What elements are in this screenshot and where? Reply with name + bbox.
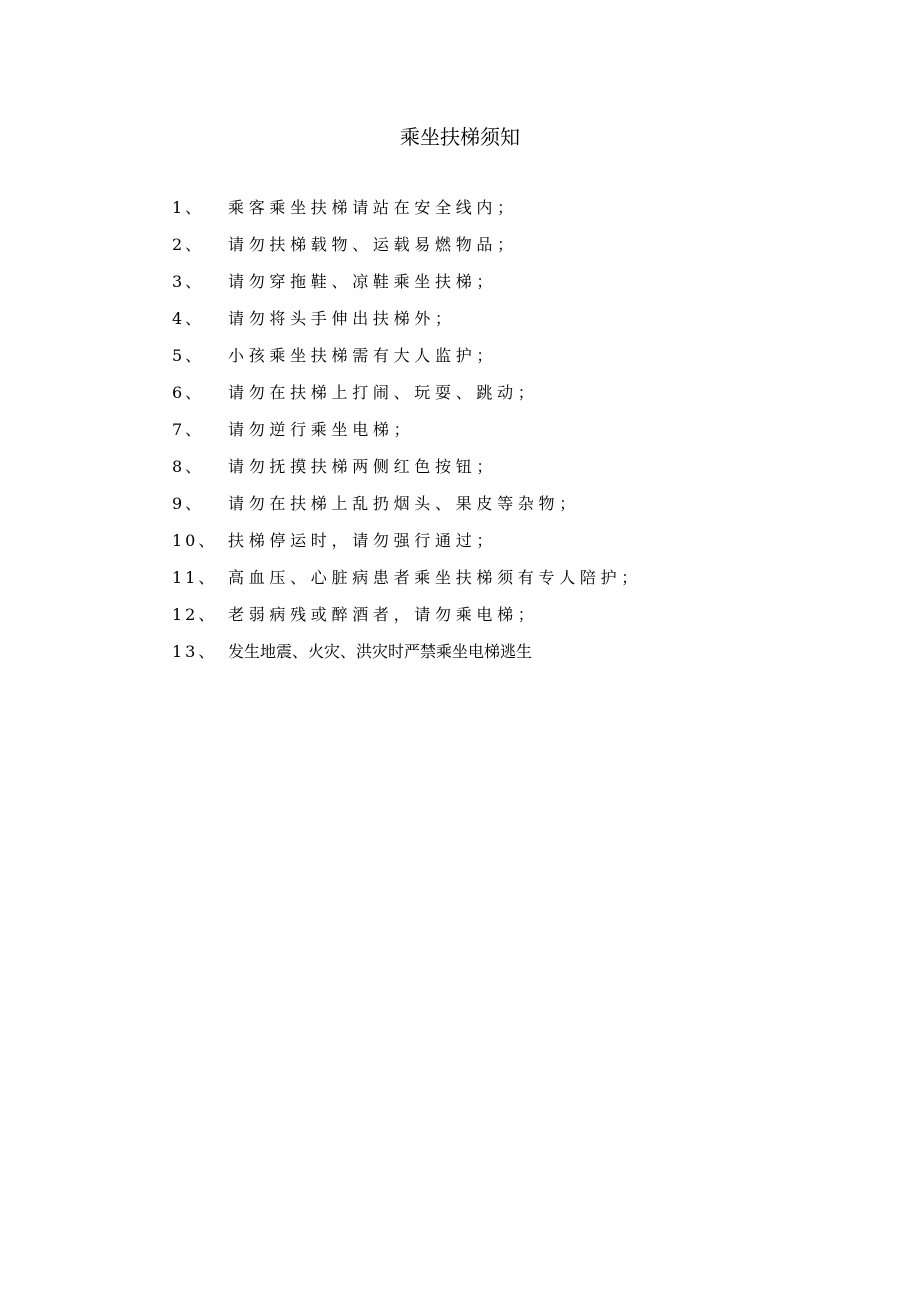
rule-number: 7、 [172,420,205,439]
rule-item [172,453,792,490]
rule-text: 老弱病残或醉酒者，请勿乘电梯； [228,605,539,624]
rule-number: 3、 [172,272,205,291]
rules-list [172,194,792,675]
rule-item [172,268,792,305]
rule-item [172,490,792,527]
rule-text: 高血压、心脏病患者乘坐扶梯须有专人陪护； [228,568,643,587]
rule-item [172,416,792,453]
rule-item [172,342,792,379]
rule-number: 13、 [172,642,218,661]
rule-item [172,601,792,638]
rule-number: 5、 [172,346,205,365]
rule-text: 乘客乘坐扶梯请站在安全线内； [228,198,518,217]
rule-item [172,564,792,601]
rule-item [172,194,792,231]
rule-number: 2、 [172,235,205,254]
rule-text: 请勿穿拖鞋、凉鞋乘坐扶梯； [228,272,498,291]
rule-text: 小孩乘坐扶梯需有大人监护； [228,346,498,365]
rule-text: 请勿在扶梯上打闹、玩耍、跳动； [228,383,539,402]
rule-item [172,305,792,342]
rule-text: 请勿在扶梯上乱扔烟头、果皮等杂物； [228,494,580,513]
rule-number: 4、 [172,309,205,328]
rule-item [172,638,792,675]
rule-number: 9、 [172,494,205,513]
document-title: 乘坐扶梯须知 [400,125,520,149]
rule-item [172,527,792,564]
rule-text: 请勿将头手伸出扶梯外； [228,309,456,328]
rule-text: 发生地震、火灾、洪灾时严禁乘坐电梯逃生 [228,642,533,661]
rule-item [172,231,792,268]
rule-text: 请勿扶梯载物、运载易燃物品； [228,235,518,254]
rule-number: 8、 [172,457,205,476]
rule-number: 6、 [172,383,205,402]
rule-item [172,379,792,416]
rule-text: 请勿逆行乘坐电梯； [228,420,415,439]
rule-number: 12、 [172,605,218,624]
rule-text: 请勿抚摸扶梯两侧红色按钮； [228,457,498,476]
rule-number: 1、 [172,198,205,217]
rule-number: 11、 [172,568,218,587]
rule-text: 扶梯停运时，请勿强行通过； [228,531,498,550]
rule-number: 10、 [172,531,218,550]
